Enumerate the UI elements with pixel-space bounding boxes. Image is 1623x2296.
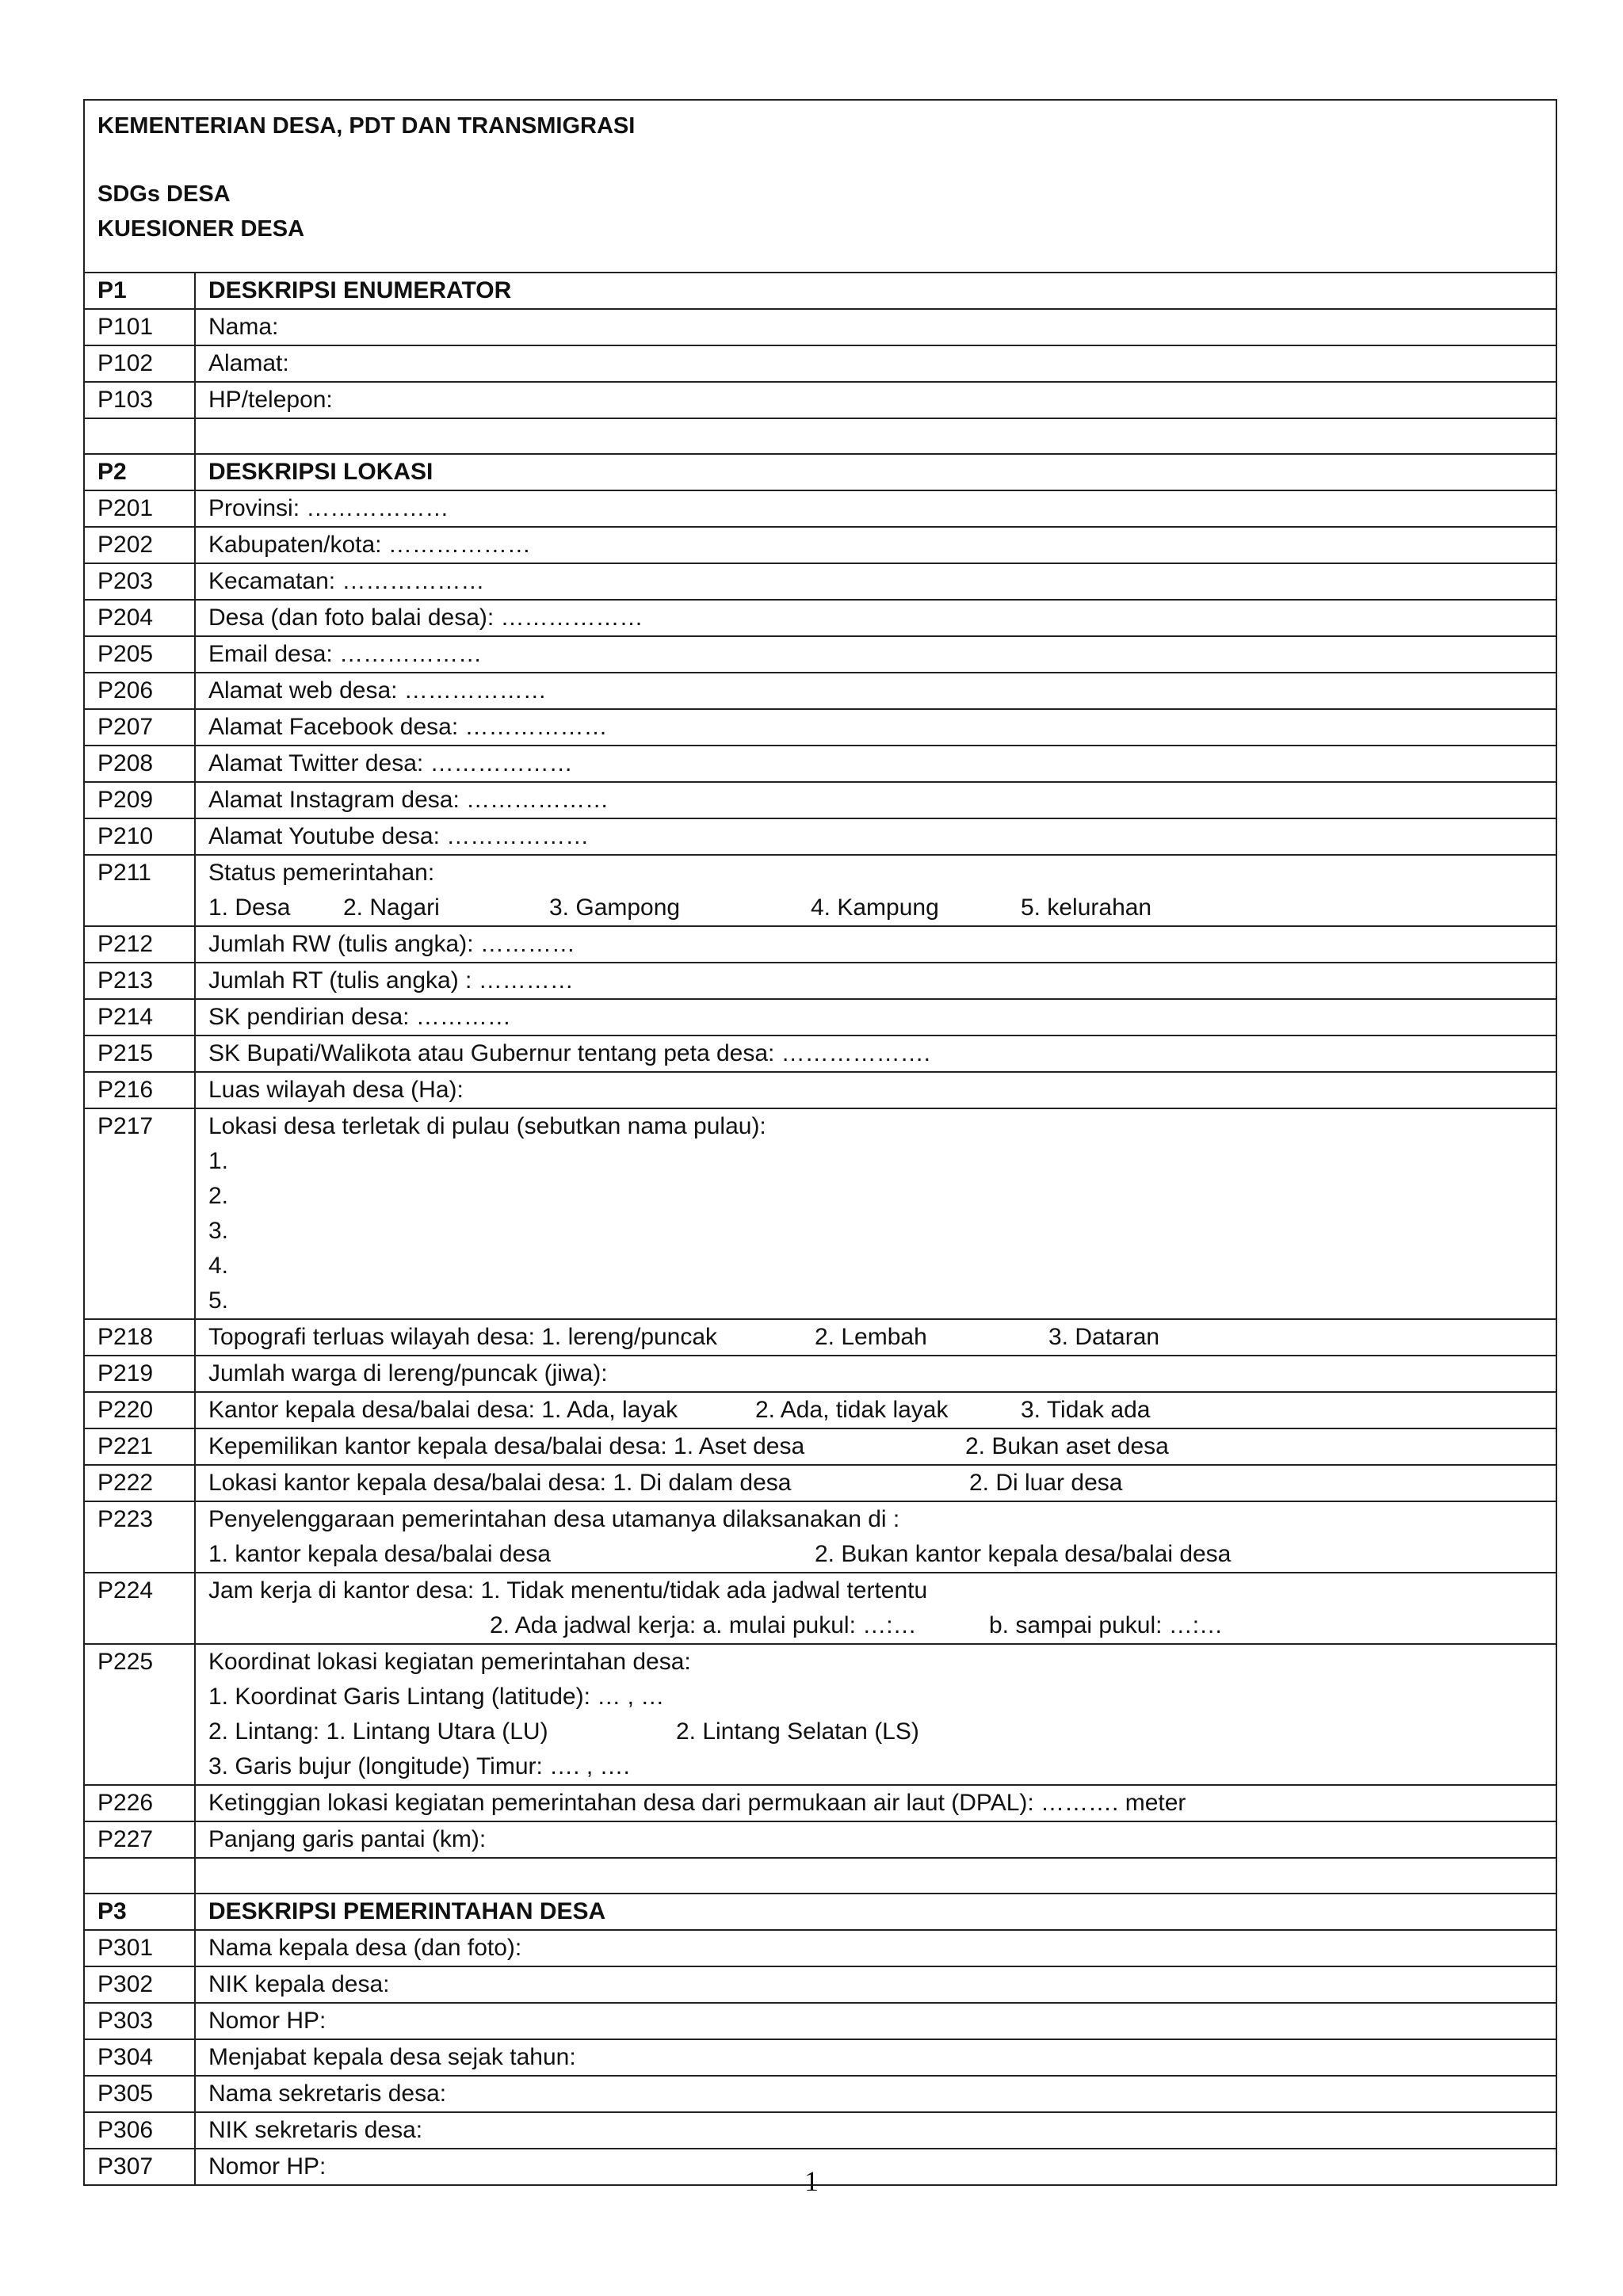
question-code: P303 <box>84 2003 195 2039</box>
question-code: P304 <box>84 2039 195 2076</box>
text-line <box>208 963 1543 998</box>
text-line <box>208 1356 1543 1391</box>
question-code: P215 <box>84 1035 195 1072</box>
text-segment: Koordinat lokasi kegiatan pemerintahan desa: <box>208 1649 691 1675</box>
question-row <box>84 746 1556 782</box>
question-row <box>84 1072 1556 1108</box>
question-row <box>84 818 1556 855</box>
question-code: P212 <box>84 926 195 963</box>
question-code: P204 <box>84 600 195 636</box>
text-segment: NIK kepala desa: <box>208 1971 390 1997</box>
text-line <box>208 2113 1543 2148</box>
question-row <box>84 2039 1556 2076</box>
question-text <box>195 2003 1556 2039</box>
question-code: P203 <box>84 563 195 600</box>
text-segment: Nama kepala desa (dan foto): <box>208 1935 522 1961</box>
text-line <box>208 1144 1543 1179</box>
question-text <box>195 636 1556 673</box>
text-segment: 2. Lembah <box>815 1324 927 1350</box>
text-segment: Topografi terluas wilayah desa: 1. lereng/puncak <box>208 1324 718 1350</box>
question-code: P216 <box>84 1072 195 1108</box>
text-segment: Status pemerintahan: <box>208 860 435 886</box>
text-segment: 2. Ada jadwal kerja: a. mulai pukul: …:… <box>490 1612 917 1638</box>
text-segment: Provinsi: ……………… <box>208 495 449 521</box>
question-row <box>84 709 1556 746</box>
question-row <box>84 963 1556 999</box>
text-segment: HP/telepon: <box>208 387 333 413</box>
question-row <box>84 2076 1556 2112</box>
question-code: P206 <box>84 673 195 709</box>
question-text <box>195 490 1556 527</box>
question-text <box>195 345 1556 382</box>
text-segment: 3. Tidak ada <box>1021 1397 1151 1423</box>
question-text <box>195 818 1556 855</box>
text-segment: Kabupaten/kota: ……………… <box>208 532 531 558</box>
question-text <box>195 527 1556 563</box>
question-code: P217 <box>84 1108 195 1319</box>
text-segment: 2. Nagari <box>343 894 440 921</box>
section-header-row <box>84 273 1556 309</box>
question-row <box>84 926 1556 963</box>
question-code: P220 <box>84 1392 195 1428</box>
text-segment: Alamat Twitter desa: ……………… <box>208 750 573 776</box>
section-header-row <box>84 454 1556 490</box>
question-text <box>195 782 1556 818</box>
text-line <box>208 528 1543 563</box>
question-text <box>195 309 1556 345</box>
question-code: P227 <box>84 1821 195 1858</box>
text-segment: Email desa: ……………… <box>208 641 483 667</box>
text-segment: 4. <box>208 1253 229 1279</box>
text-line <box>208 1000 1543 1035</box>
text-segment: Luas wilayah desa (Ha): <box>208 1077 464 1103</box>
text-line <box>208 455 1543 490</box>
text-line <box>208 273 1543 308</box>
text-segment: 1. Koordinat Garis Lintang (latitude): … , … <box>208 1684 665 1710</box>
question-row <box>84 1035 1556 1072</box>
question-text <box>195 963 1556 999</box>
question-text <box>195 746 1556 782</box>
text-line <box>208 1822 1543 1857</box>
question-text <box>195 1392 1556 1428</box>
text-line <box>208 601 1543 635</box>
question-code <box>84 1858 195 1894</box>
text-segment: Panjang garis pantai (km): <box>208 1826 487 1852</box>
question-code: P3 <box>84 1894 195 1930</box>
question-code: P208 <box>84 746 195 782</box>
question-text <box>195 1501 1556 1573</box>
text-segment: Nama sekretaris desa: <box>208 2081 447 2107</box>
question-code: P219 <box>84 1356 195 1392</box>
text-segment: NIK sekretaris desa: <box>208 2117 423 2143</box>
question-code <box>84 418 195 454</box>
question-row <box>84 1428 1556 1465</box>
question-code: P201 <box>84 490 195 527</box>
text-line <box>208 1393 1543 1428</box>
question-row <box>84 999 1556 1035</box>
question-row <box>84 382 1556 418</box>
question-code: P214 <box>84 999 195 1035</box>
question-text <box>195 600 1556 636</box>
text-segment: Menjabat kepala desa sejak tahun: <box>208 2044 576 2070</box>
text-line <box>208 927 1543 962</box>
text-segment: Nomor HP: <box>208 2008 327 2034</box>
question-code: P218 <box>84 1319 195 1356</box>
question-code: P202 <box>84 527 195 563</box>
text-segment: 2. Di luar desa <box>969 1470 1123 1496</box>
question-text <box>195 2112 1556 2149</box>
question-code: P301 <box>84 1930 195 1966</box>
text-segment: SK pendirian desa: ………… <box>208 1004 511 1030</box>
question-code: P306 <box>84 2112 195 2149</box>
question-row <box>84 527 1556 563</box>
text-segment: 3. Garis bujur (longitude) Timur: …. , …. <box>208 1753 630 1779</box>
question-text <box>195 2076 1556 2112</box>
page-number: 1 <box>804 2165 819 2197</box>
text-line <box>208 1429 1543 1464</box>
text-line <box>208 1179 1543 1214</box>
question-text <box>195 1821 1556 1858</box>
question-text <box>195 1644 1556 1785</box>
question-row <box>84 600 1556 636</box>
question-text <box>195 1108 1556 1319</box>
text-line <box>208 1645 1543 1680</box>
text-segment: Kepemilikan kantor kepala desa/balai desa: 1. Aset desa <box>208 1433 805 1459</box>
program-title: SDGs DESA <box>97 181 231 207</box>
question-row <box>84 1644 1556 1785</box>
text-segment: 3. Gampong <box>549 894 681 921</box>
text-segment: 4. Kampung <box>811 894 939 921</box>
text-segment: b. sampai pukul: …:… <box>989 1612 1224 1638</box>
question-code: P211 <box>84 855 195 926</box>
text-line <box>208 1249 1543 1283</box>
question-row <box>84 1930 1556 1966</box>
text-line <box>208 673 1543 708</box>
text-line <box>208 819 1543 854</box>
question-row <box>84 673 1556 709</box>
question-code: P205 <box>84 636 195 673</box>
text-segment: 2. <box>208 1183 229 1209</box>
question-text <box>195 709 1556 746</box>
question-row <box>84 1465 1556 1501</box>
text-segment: Penyelenggaraan pemerintahan desa utamanya dilaksanakan di : <box>208 1506 900 1532</box>
question-text <box>195 563 1556 600</box>
text-segment: 2. Lintang: 1. Lintang Utara (LU) <box>208 1718 548 1745</box>
text-line <box>208 856 1543 891</box>
question-code: P225 <box>84 1644 195 1785</box>
text-segment: Jumlah warga di lereng/puncak (jiwa): <box>208 1360 608 1386</box>
question-code: P305 <box>84 2076 195 2112</box>
text-line <box>208 1320 1543 1355</box>
question-text <box>195 1573 1556 1644</box>
text-segment: 2. Lintang Selatan (LS) <box>676 1718 919 1745</box>
question-code: P222 <box>84 1465 195 1501</box>
text-segment: 1. Desa <box>208 894 291 921</box>
question-row <box>84 309 1556 345</box>
form-title: KUESIONER DESA <box>97 216 305 242</box>
question-code: P307 <box>84 2149 195 2185</box>
text-line <box>208 346 1543 381</box>
question-row <box>84 782 1556 818</box>
text-segment: DESKRIPSI LOKASI <box>208 459 433 485</box>
text-line <box>208 1680 1543 1714</box>
question-code: P102 <box>84 345 195 382</box>
text-line <box>208 1502 1543 1537</box>
question-row <box>84 1785 1556 1821</box>
question-row <box>84 1356 1556 1392</box>
text-segment: Jam kerja di kantor desa: 1. Tidak menentu/tidak ada jadwal tertentu <box>208 1577 928 1604</box>
text-line <box>208 1283 1543 1318</box>
question-code: P302 <box>84 1966 195 2003</box>
text-line <box>208 564 1543 599</box>
text-line <box>208 1931 1543 1966</box>
question-text <box>195 1785 1556 1821</box>
question-code: P223 <box>84 1501 195 1573</box>
text-line <box>208 1749 1543 1784</box>
question-row <box>84 2112 1556 2149</box>
question-row <box>84 636 1556 673</box>
question-text <box>195 1930 1556 1966</box>
question-text <box>195 418 1556 454</box>
text-segment: 5. kelurahan <box>1021 894 1152 921</box>
text-line <box>208 2040 1543 2075</box>
text-line <box>208 1537 1543 1572</box>
text-line <box>208 1573 1543 1608</box>
question-code: P209 <box>84 782 195 818</box>
text-segment: Lokasi kantor kepala desa/balai desa: 1. Di dalam desa <box>208 1470 792 1496</box>
text-line <box>208 1036 1543 1071</box>
section-header-row <box>84 1894 1556 1930</box>
question-row <box>84 1319 1556 1356</box>
question-row <box>84 1966 1556 2003</box>
spacer-row <box>84 1858 1556 1894</box>
text-segment: 3. <box>208 1218 229 1244</box>
question-row <box>84 1821 1556 1858</box>
text-segment: Kantor kepala desa/balai desa: 1. Ada, layak <box>208 1397 678 1423</box>
question-text <box>195 1428 1556 1465</box>
text-line <box>208 783 1543 818</box>
question-code: P210 <box>84 818 195 855</box>
text-segment: Kecamatan: ……………… <box>208 568 485 594</box>
document-header <box>83 99 1557 272</box>
question-text <box>195 1356 1556 1392</box>
question-text <box>195 1894 1556 1930</box>
text-line <box>208 637 1543 672</box>
text-line <box>208 491 1543 526</box>
text-segment: 5. <box>208 1287 229 1314</box>
text-segment: 1. kantor kepala desa/balai desa <box>208 1541 551 1567</box>
question-text <box>195 999 1556 1035</box>
text-line <box>208 2077 1543 2111</box>
text-segment: 2. Bukan kantor kepala desa/balai desa <box>815 1541 1232 1567</box>
text-segment: Lokasi desa terletak di pulau (sebutkan nama pulau): <box>208 1113 766 1139</box>
question-text <box>195 1966 1556 2003</box>
text-segment: Alamat Instagram desa: ……………… <box>208 787 609 813</box>
spacer-row <box>84 418 1556 454</box>
text-segment: Desa (dan foto balai desa): ……………… <box>208 605 643 631</box>
question-text <box>195 2039 1556 2076</box>
text-segment: Jumlah RW (tulis angka): ………… <box>208 931 575 957</box>
question-text <box>195 1319 1556 1356</box>
text-segment: DESKRIPSI PEMERINTAHAN DESA <box>208 1898 606 1924</box>
question-text <box>195 382 1556 418</box>
questionnaire-table <box>83 272 1557 2186</box>
questionnaire-page <box>83 99 1557 2186</box>
question-row <box>84 1108 1556 1319</box>
question-text <box>195 855 1556 926</box>
text-line <box>208 746 1543 781</box>
question-text <box>195 673 1556 709</box>
ministry-title: KEMENTERIAN DESA, PDT DAN TRANSMIGRASI <box>97 113 636 139</box>
question-code: P101 <box>84 309 195 345</box>
question-code: P213 <box>84 963 195 999</box>
question-code: P103 <box>84 382 195 418</box>
text-line <box>208 310 1543 345</box>
text-line <box>208 383 1543 418</box>
question-code: P224 <box>84 1573 195 1644</box>
question-code: P2 <box>84 454 195 490</box>
text-line <box>208 1786 1543 1821</box>
text-segment: Jumlah RT (tulis angka) : ………… <box>208 967 574 994</box>
question-text <box>195 1035 1556 1072</box>
text-line <box>208 1073 1543 1108</box>
question-text <box>195 454 1556 490</box>
text-segment: Nama: <box>208 314 279 340</box>
text-line <box>208 1466 1543 1501</box>
text-segment: Nomor HP: <box>208 2153 327 2180</box>
question-row <box>84 2003 1556 2039</box>
text-line <box>208 1214 1543 1249</box>
question-code: P226 <box>84 1785 195 1821</box>
text-segment: Ketinggian lokasi kegiatan pemerintahan desa dari permukaan air laut (DPAL): ………. meter <box>208 1790 1186 1816</box>
question-text <box>195 1465 1556 1501</box>
question-text <box>195 273 1556 309</box>
text-segment: DESKRIPSI ENUMERATOR <box>208 277 512 303</box>
text-segment: 3. Dataran <box>1048 1324 1160 1350</box>
text-line <box>208 1608 1543 1643</box>
text-segment: Alamat Youtube desa: ……………… <box>208 823 590 849</box>
question-row <box>84 490 1556 527</box>
question-text <box>195 1858 1556 1894</box>
text-segment: 1. <box>208 1148 229 1174</box>
question-row <box>84 1573 1556 1644</box>
text-segment: Alamat web desa: ……………… <box>208 677 547 704</box>
text-line <box>208 1109 1543 1144</box>
text-segment: Alamat: <box>208 350 289 376</box>
question-row <box>84 563 1556 600</box>
question-row <box>84 855 1556 926</box>
text-segment: 2. Ada, tidak layak <box>755 1397 949 1423</box>
text-line <box>208 2004 1543 2039</box>
question-text <box>195 926 1556 963</box>
text-line <box>208 1714 1543 1749</box>
text-segment: Alamat Facebook desa: ……………… <box>208 714 608 740</box>
question-row <box>84 1501 1556 1573</box>
question-text <box>195 1072 1556 1108</box>
question-code: P221 <box>84 1428 195 1465</box>
text-line <box>208 1967 1543 2002</box>
question-code: P207 <box>84 709 195 746</box>
question-code: P1 <box>84 273 195 309</box>
text-segment: 2. Bukan aset desa <box>965 1433 1169 1459</box>
text-line <box>208 891 1543 925</box>
question-row <box>84 1392 1556 1428</box>
text-line <box>208 1894 1543 1929</box>
text-segment: SK Bupati/Walikota atau Gubernur tentang peta desa: ………………. <box>208 1040 931 1066</box>
text-line <box>208 710 1543 745</box>
question-row <box>84 345 1556 382</box>
